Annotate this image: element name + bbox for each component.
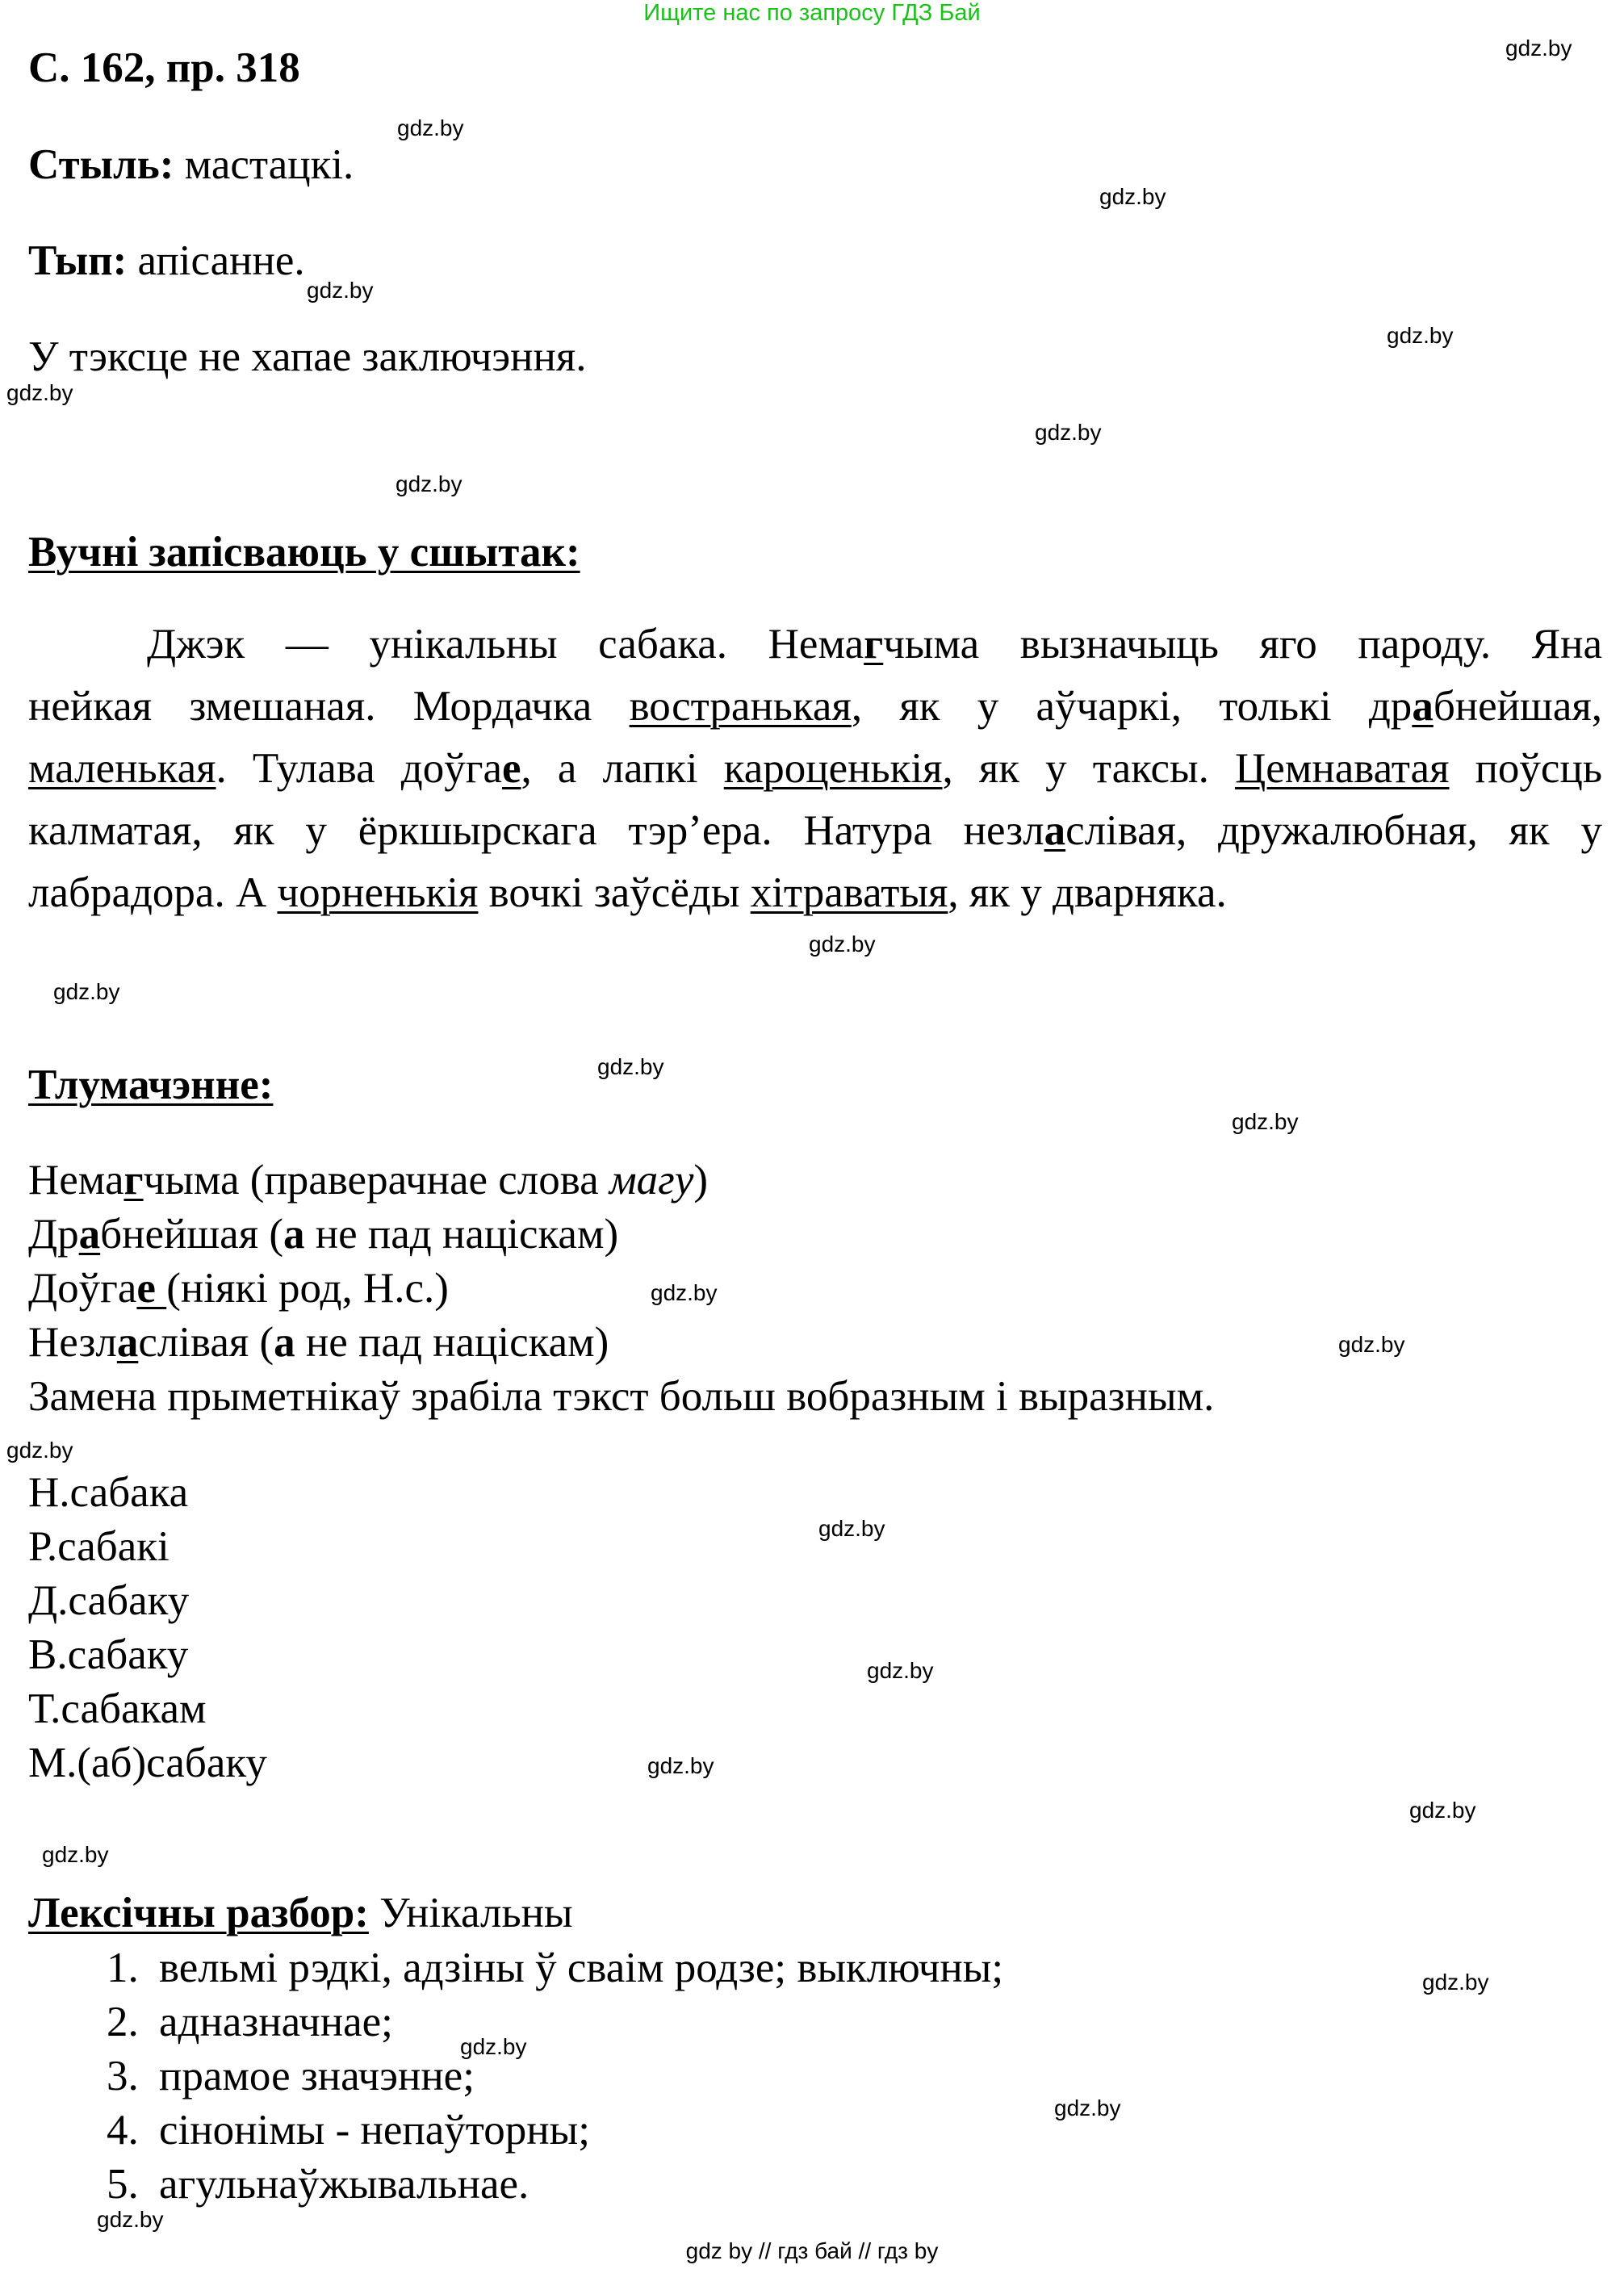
notebook-line <box>28 738 1602 800</box>
style-value: мастацкі. <box>174 141 354 188</box>
watermark: gdz.by <box>397 115 464 140</box>
missing-conclusion-note: У тэксце не хапае заключэння. <box>28 333 587 380</box>
text-fragment: , а лапкі <box>521 745 724 792</box>
watermark: gdz.by <box>1409 1798 1476 1823</box>
type-line <box>28 237 305 284</box>
explanation-summary: Замена прыметнікаў зрабіла тэкст больш вобразным і выразным. <box>28 1373 1215 1420</box>
watermark: gdz.by <box>818 1516 885 1541</box>
text-fragment: . Тулава доўга <box>216 745 502 792</box>
highlighted-letter: г <box>864 621 884 668</box>
text-fragment: лабрадора. А <box>28 869 278 916</box>
text-fragment: ) <box>693 1157 709 1204</box>
bold-letter: а <box>283 1211 305 1258</box>
watermark: gdz.by <box>651 1280 718 1305</box>
watermark: gdz.by <box>1505 36 1572 61</box>
lexical-item: 4. сінонімы - непаўторны; <box>149 2104 1003 2158</box>
watermark: gdz.by <box>6 1438 73 1463</box>
highlighted-letter: а <box>116 1319 139 1366</box>
lexical-heading <box>28 1892 573 1935</box>
watermark: gdz.by <box>597 1054 664 1079</box>
text-fragment: Нема <box>28 1157 124 1204</box>
style-line <box>28 141 354 188</box>
text-fragment: бнейшая ( <box>100 1211 283 1258</box>
text-fragment: не пад націскам) <box>295 1319 609 1366</box>
case-instrumental: Т.сабакам <box>28 1685 207 1732</box>
case-accusative: В.сабаку <box>28 1631 189 1678</box>
search-banner: Ищите нас по запросу ГДЗ Бай <box>643 0 981 26</box>
highlighted-letter: а <box>1412 683 1434 730</box>
lexical-item: 3. прамое значэнне; <box>149 2049 1003 2104</box>
text-fragment: Доўга <box>28 1265 137 1312</box>
watermark: gdz.by <box>97 2207 164 2232</box>
watermark: gdz.by <box>53 979 120 1004</box>
highlighted-letter: е <box>501 745 521 792</box>
notebook-line <box>28 800 1602 862</box>
lexical-item: 5. агульнаўжывальнае. <box>149 2158 1003 2212</box>
underlined-adjective: Цемнаватая <box>1235 745 1450 792</box>
text-fragment: (ніякі род, Н.с.) <box>166 1265 449 1312</box>
case-nominative: Н.сабака <box>28 1469 189 1516</box>
lexical-label: Лексічны разбор: <box>28 1890 369 1936</box>
text-fragment: поўсць <box>1449 745 1602 792</box>
text-fragment: вочкі заўсёды <box>478 869 751 916</box>
text-fragment: чыма (праверачнае слова <box>143 1157 609 1204</box>
watermark: gdz.by <box>1422 1970 1489 1995</box>
lexical-list <box>28 1941 1003 2212</box>
watermark: gdz.by <box>460 2034 527 2059</box>
highlighted-letter: г <box>123 1157 144 1204</box>
notebook-heading: Вучні запісваюць у сшытак: <box>28 529 580 576</box>
case-genitive: Р.сабакі <box>28 1523 170 1570</box>
case-locative: М.(аб)сабаку <box>28 1739 267 1786</box>
watermark: gdz.by <box>867 1658 934 1683</box>
text-fragment: слівая, дружалюбная, як у <box>1065 807 1602 854</box>
text-fragment: чыма вызначыць яго пароду. Яна <box>883 621 1602 668</box>
watermark: gdz.by <box>1387 323 1454 348</box>
explanation-heading: Тлумачэнне: <box>28 1061 274 1108</box>
type-value: апісанне. <box>127 237 305 284</box>
highlighted-letter: е <box>136 1265 167 1312</box>
text-fragment: Др <box>28 1211 79 1258</box>
text-fragment: , як у дварняка. <box>948 869 1227 916</box>
style-label: Стыль: <box>28 141 174 188</box>
watermark: gdz.by <box>1099 184 1166 209</box>
footer-links[interactable]: gdz by // гдз бай // гдз by <box>685 2238 939 2263</box>
underlined-adjective: кароценькія <box>723 745 943 792</box>
bold-letter: а <box>274 1319 295 1366</box>
type-label: Тып: <box>28 237 128 284</box>
text-fragment: , як у аўчаркі, толькі др <box>851 683 1413 730</box>
underlined-adjective: востранькая <box>629 683 852 730</box>
explanation-line <box>28 1159 708 1202</box>
text-fragment: нейкая змешаная. Мордачка <box>28 683 630 730</box>
underlined-adjective: хітраватыя <box>750 869 948 916</box>
explanation-line <box>28 1267 449 1310</box>
watermark: gdz.by <box>307 278 374 303</box>
text-fragment: не пад націскам) <box>304 1211 619 1258</box>
watermark: gdz.by <box>1054 2095 1121 2120</box>
highlighted-letter: а <box>1044 807 1066 854</box>
check-word: магу <box>609 1157 694 1204</box>
text-fragment: Незл <box>28 1319 117 1366</box>
lexical-item: 2. адназначнае; <box>149 1995 1003 2049</box>
lexical-item: 1. вельмі рэдкі, адзіны ў сваім родзе; выключны; <box>149 1941 1003 1995</box>
explanation-line <box>28 1321 609 1364</box>
notebook-text <box>28 613 1602 924</box>
highlighted-letter: а <box>78 1211 101 1258</box>
underlined-adjective: маленькая <box>28 745 216 792</box>
watermark: gdz.by <box>1035 420 1102 445</box>
text-fragment: , як у таксы. <box>942 745 1236 792</box>
case-dative: Д.сабаку <box>28 1577 190 1624</box>
underlined-adjective: чорненькія <box>277 869 479 916</box>
watermark: gdz.by <box>1232 1109 1299 1134</box>
page-reference: С. 162, пр. 318 <box>28 44 300 91</box>
watermark: gdz.by <box>42 1842 109 1867</box>
watermark: gdz.by <box>6 380 73 405</box>
watermark: gdz.by <box>647 1753 714 1778</box>
notebook-line <box>28 613 1602 676</box>
watermark: gdz.by <box>809 931 876 957</box>
watermark: gdz.by <box>396 471 463 496</box>
text-fragment: бнейшая, <box>1433 683 1602 730</box>
watermark: gdz.by <box>1338 1332 1405 1357</box>
notebook-line <box>28 676 1602 738</box>
text-fragment: слівая ( <box>138 1319 274 1366</box>
notebook-line <box>28 862 1602 924</box>
text-fragment: Джэк — унікальны сабака. Нема <box>147 621 864 668</box>
lexical-word: Унікальны <box>368 1890 573 1936</box>
text-fragment: калматая, як у ёркшырскага тэр’ера. Натура незл <box>28 807 1044 854</box>
explanation-line <box>28 1213 618 1256</box>
